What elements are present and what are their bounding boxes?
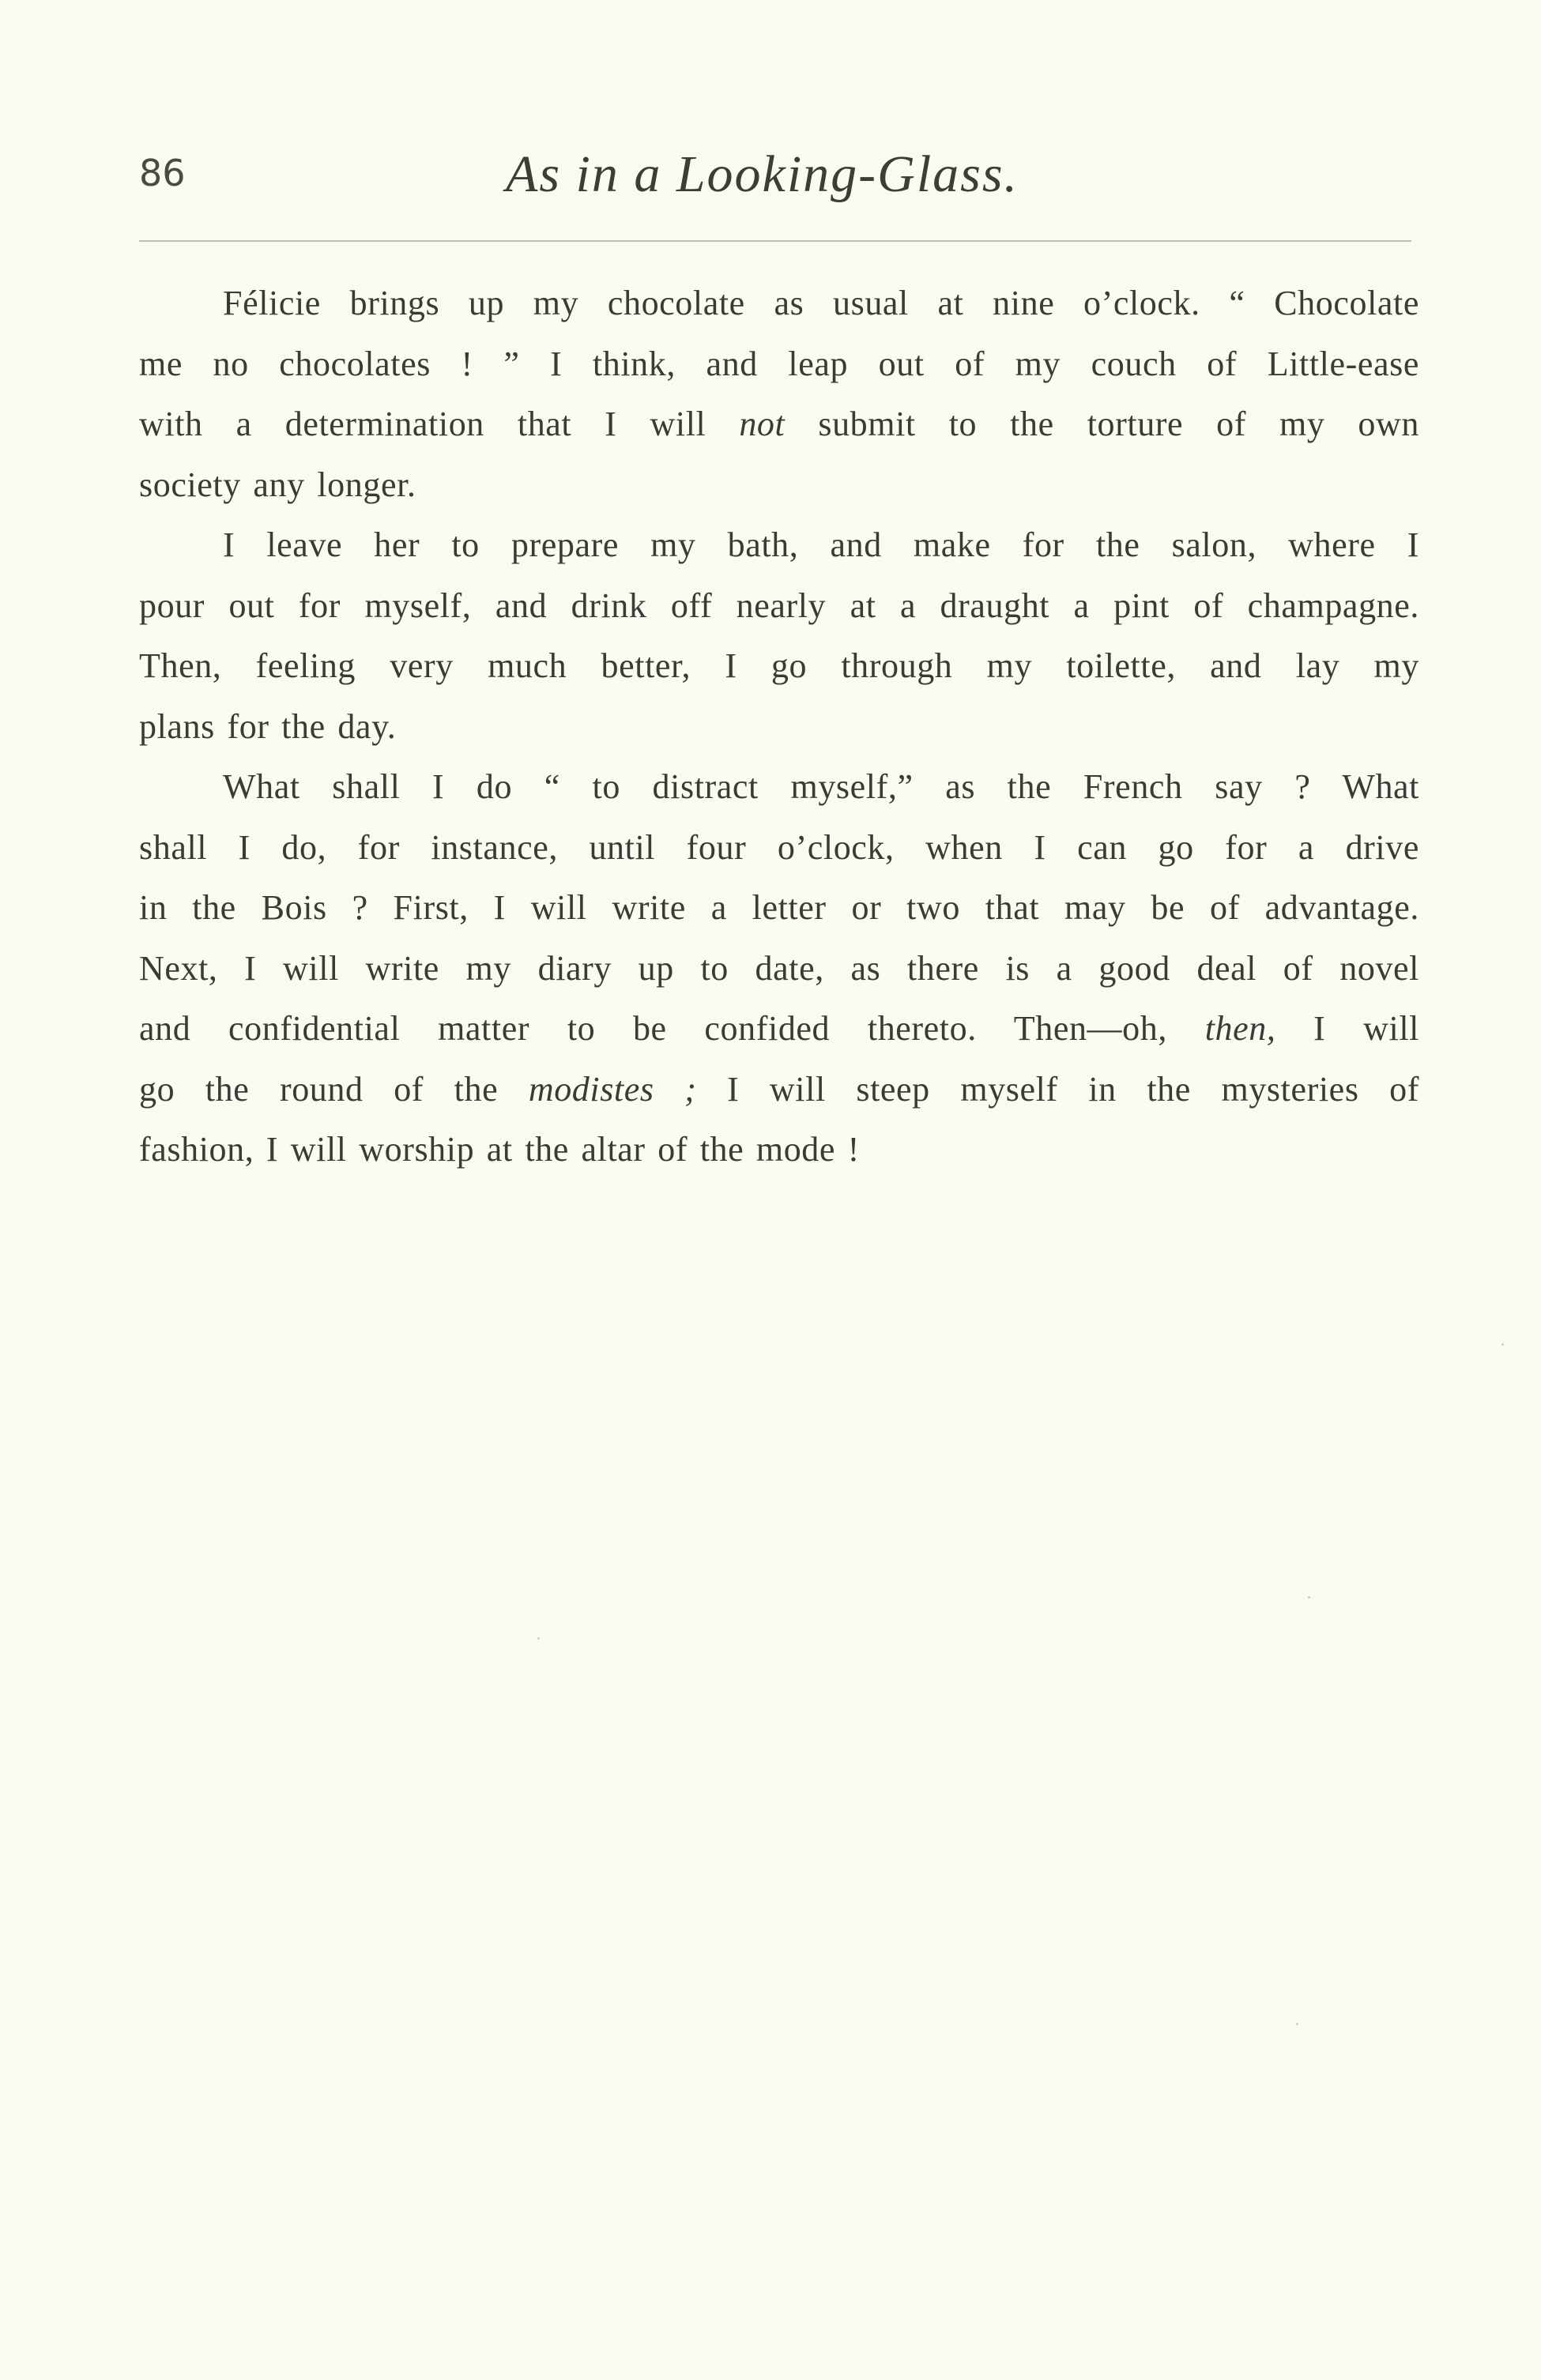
header-rule [139, 240, 1411, 242]
text-run: me no chocolates ! ” I think, and leap out of my couch of Little-ease [139, 344, 1419, 383]
text-line [139, 878, 1419, 939]
paragraph [139, 757, 1419, 1181]
running-head: As in a Looking-Glass. [506, 145, 1019, 203]
paper-speck [1501, 1343, 1504, 1346]
text-line [139, 515, 1419, 576]
text-line [139, 576, 1419, 637]
paragraph [139, 515, 1419, 757]
text-line [139, 697, 1419, 758]
text-line [139, 999, 1419, 1060]
text-run: fashion, I will worship at the altar of the mode ! [139, 1130, 860, 1169]
text-run: shall I do, for instance, until four o’clock, when I can go for a drive [139, 827, 1419, 867]
text-run: go the round of the [139, 1069, 529, 1109]
text-run: submit to the torture of my own [785, 405, 1419, 443]
page-number: 86 [139, 152, 186, 194]
text-run: What shall I do “ to distract myself,” as the French say ? What [223, 767, 1419, 806]
paper-speck [1308, 1596, 1310, 1599]
text-run: I will steep myself in the mysteries of [696, 1069, 1419, 1109]
text-run: Then, feeling very much better, I go through my toilette, and lay my [139, 646, 1419, 685]
body-text [139, 273, 1419, 1181]
text-line [139, 455, 1419, 516]
text-run: in the Bois ? First, I will write a letter or two that may be of advantage. [139, 888, 1419, 927]
text-line [139, 1120, 1419, 1181]
paragraph [139, 273, 1419, 515]
text-run: plans for the day. [139, 706, 397, 746]
text-line [139, 818, 1419, 879]
italic-run: then, [1204, 1009, 1276, 1048]
paper-speck [1296, 2023, 1298, 2025]
text-run: Next, I will write my diary up to date, as there is a good deal of novel [139, 948, 1419, 988]
text-line [139, 273, 1419, 334]
text-run: and confidential matter to be confided thereto. Then—oh, [139, 1009, 1205, 1048]
text-line [139, 1060, 1419, 1120]
text-line [139, 757, 1419, 818]
text-run: Félicie brings up my chocolate as usual at nine o’clock. “ Chocolate [223, 284, 1419, 322]
italic-run: not [739, 405, 786, 443]
text-line [139, 334, 1419, 395]
text-run: I leave her to prepare my bath, and make for the salon, where I [223, 525, 1419, 564]
text-run: pour out for myself, and drink off nearly at a draught a pint of champagne. [139, 586, 1419, 625]
paper-speck [537, 1637, 540, 1640]
text-line [139, 394, 1419, 455]
text-run: I will [1275, 1009, 1419, 1048]
text-run: with a determination that I will [139, 405, 740, 443]
text-run: society any longer. [139, 465, 416, 504]
italic-run: modistes ; [528, 1069, 697, 1109]
text-line [139, 939, 1419, 1000]
text-line [139, 636, 1419, 697]
